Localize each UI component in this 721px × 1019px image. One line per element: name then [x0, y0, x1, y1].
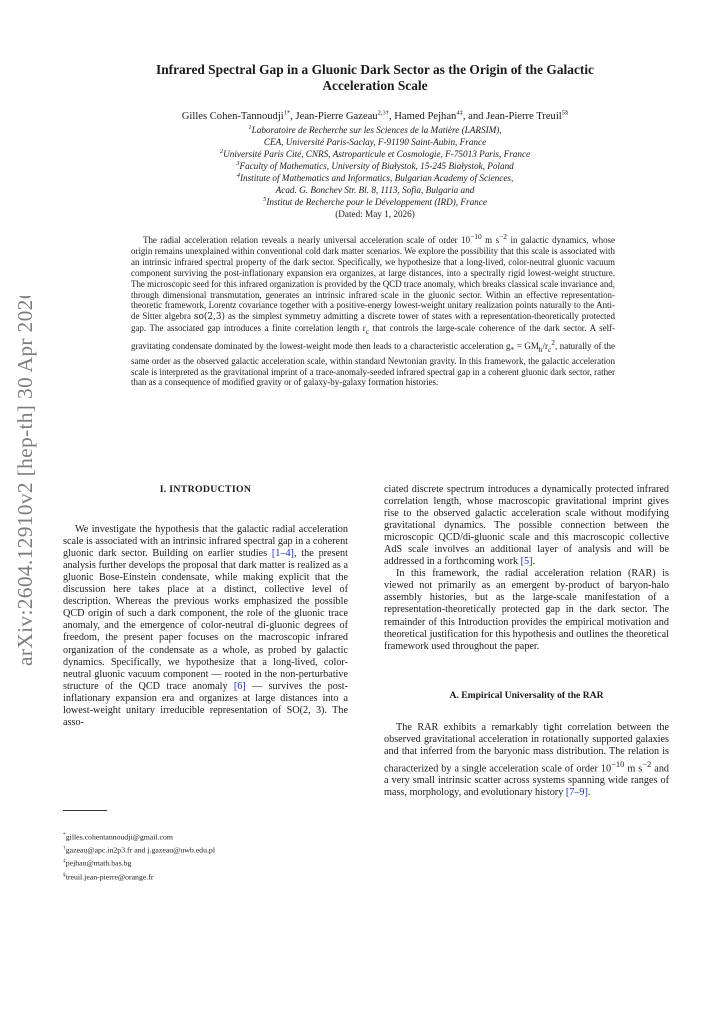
affiliation-5 [80, 196, 670, 208]
author-list [80, 111, 670, 123]
affiliation-mark: 3 [236, 159, 240, 167]
paper-title [80, 62, 670, 94]
footnote [63, 843, 343, 856]
affiliation-line: Université Paris Cité, CNRS, Astroparticule et Cosmologie, F-75013 Paris, France [223, 149, 531, 159]
abstract-text: that controls the large-scale coherence of the dark sector. A self-gravitating condensate dominated by the lowest-weight mode then leads to a characteristic acceleration g [131, 323, 616, 351]
abstract-subscript: c [365, 327, 370, 337]
abstract [131, 232, 615, 388]
body-text: . [532, 556, 536, 568]
abstract-exponent: −2 [499, 232, 508, 241]
author-sep: , [290, 111, 296, 122]
author-mark: 5§ [561, 109, 569, 117]
footnotes [63, 830, 343, 883]
affiliation-2 [80, 148, 670, 160]
abstract-exponent: −10 [470, 232, 482, 241]
abstract-text: /r [542, 340, 548, 351]
author-mark: 1* [283, 109, 291, 117]
footnote-rule [63, 810, 107, 811]
abstract-subscript: c [547, 344, 552, 354]
affiliations [80, 124, 670, 220]
left-column [63, 484, 348, 729]
body-text: m s [624, 763, 643, 775]
footnote-email[interactable]: gazeau@apc.in2p3.fr and j.gazeau@uwb.edu.pl [65, 845, 215, 855]
footnote-mark: § [63, 871, 66, 878]
body-text: ciated discrete spectrum introduces a dynamically protected infrared correlation length, whose macroscopic gravitational imprint gives rise to the observed galactic acceleration scale without modifying gravitational dynamics. The possible connection between the microscopic QCD/di-gluonic scale and this macroscopic collective AdS scale involves an additional layer of analysis and will be addressed in a forthcoming work [384, 484, 669, 568]
affiliation-1-cont: CEA, Université Paris-Saclay, F-91190 Saint-Aubin, France [263, 137, 487, 147]
abstract-text: , naturally of the same order as the observed galactic acceleration scale, within standard Newtonian gravity. In this framework, the galactic acceleration scale is interpreted as the gravitational imprint of a trace-anomaly-seeded infrared spectral gap in a coherent gluonic dark sector, rather than as a consequence of modified gravity or of galaxy-by-galaxy formation histories. [131, 340, 615, 388]
author-name: Jean-Pierre Gazeau [295, 111, 378, 122]
title-line-1: Infrared Spectral Gap in a Gluonic Dark Sector as the Origin of the Galactic [155, 62, 595, 77]
affiliation-mark: 5 [263, 195, 267, 203]
dated-line: (Dated: May 1, 2026) [335, 209, 415, 219]
abstract-subscript: h [538, 344, 543, 354]
affiliation-line: Institute of Mathematics and Informatics, Bulgarian Academy of Sciences, [239, 173, 514, 183]
footnote-mark: ‡ [63, 858, 66, 865]
abstract-superscript: 2 [551, 337, 555, 347]
body-text: and a very small intrinsic scatter across systems spanning wide ranges of mass, morphology, and evolutionary history [384, 763, 670, 799]
body-text: The RAR exhibits a remarkably tight correlation between the observed gravitational acceleration in rotationally supported galaxies and that inferred from the baryonic mass distribution. The relation is characterized by a single acceleration scale of order 10 [384, 721, 669, 775]
footnote-email[interactable]: pejhan@math.bas.bg [65, 858, 132, 868]
spacer [384, 702, 669, 722]
footnote [63, 856, 343, 869]
abstract-algebra: so(2,3) [193, 312, 226, 323]
footnote-email[interactable]: gilles.cohentannoudji@gmail.com [65, 832, 173, 842]
intro-continued [384, 484, 669, 568]
author-name: Gilles Cohen-Tannoudji [181, 111, 284, 122]
abstract-text: The radial acceleration relation reveals a nearly universal acceleration scale of order 10 [143, 234, 471, 245]
title-line-2: Acceleration Scale [322, 78, 428, 93]
body-text: . [587, 787, 591, 799]
abstract-text: = GM [514, 340, 539, 351]
footnote-mark: † [63, 845, 66, 852]
exponent: −10 [611, 758, 625, 769]
subsection-heading: A. Empirical Universality of the RAR [449, 689, 604, 701]
affiliation-1 [80, 124, 670, 136]
footnote [63, 870, 343, 883]
intro-paragraph-2: In this framework, the radial acceleration relation (RAR) is viewed not primarily as an emergent by-product of baryon-halo assembly histories, but as the large-scale manifestation of a representation-theoretically protected gap in the dark sector. The remainder of this Introduction provides the empirical motivation and theoretical justification for this hypothesis and outlines the theoretical framework used throughout the paper. [384, 568, 669, 652]
section-heading: I. INTRODUCTION [159, 484, 252, 495]
citation-link[interactable]: [5] [520, 556, 533, 568]
abstract-text: in galactic dynamics, whose origin remains unexplained within conventional cold dark matter scenarios. We explore the possibility that this scale is associated with an intrinsic infrared spectral property of the dark sector. Specifically, we hypothesize that a long-lived, color-neutral gluonic vacuum component surviving the post-inflationary expansion era organizes, at large distances, into a spectrally rigid lowest-weight structure. The microscopic seed for this infrared organization is provided by the QCD trace anomaly, which breaks classical scale invariance and, through dimensional transmutation, generates an intrinsic infrared scale in the gluonic sector. Within an effective representation-theoretic framework, Lorentz covariance together with a positive-energy lowest-weight unitary realization points naturally to the Anti-de Sitter algebra [131, 234, 615, 322]
affiliation-line: Institut de Recherche pour le Développement (IRD), France [266, 197, 487, 207]
exponent: −2 [642, 758, 652, 769]
author-sep: , and [462, 111, 487, 122]
affiliation-mark: 1 [248, 123, 252, 131]
rar-paragraph [384, 722, 669, 800]
affiliation-3 [80, 160, 670, 172]
citation-link[interactable]: [6] [233, 680, 246, 692]
intro-paragraph [63, 524, 348, 729]
citation-link[interactable]: [7–9] [565, 787, 588, 799]
arxiv-stamp [12, 296, 38, 668]
author-name: Hamed Pejhan [394, 111, 457, 122]
footnote [63, 830, 343, 843]
citation-link[interactable]: [1–4] [271, 548, 294, 560]
affiliation-mark: 4 [236, 171, 240, 179]
abstract-text: m s [481, 234, 500, 245]
spacer [63, 496, 348, 524]
footnote-email[interactable]: treuil.jean-pierre@orange.fr [65, 872, 154, 882]
abstract-subscript: * [510, 344, 515, 354]
author-sep: , [388, 111, 395, 122]
affiliation-mark: 2 [219, 147, 224, 155]
arxiv-stamp-text: arXiv:2604.12910v2 [hep-th] 30 Apr 2026 [13, 296, 37, 666]
footnote-mark: * [63, 832, 66, 838]
right-column [384, 484, 669, 799]
author-mark: 2,3† [377, 109, 389, 117]
body-text: — survives the post-inflationary expansion era and organizes at large distances into a lowest-weight unitary irreducible representation of SO(2, 3). The asso- [63, 680, 349, 728]
body-text: , the present analysis further develops the proposal that dark matter is realized as a gluonic Bose-Einstein condensate, while making explicit that the discussion here takes place at a distinct, collective level of description. Whereas the previous works emphasized the possible QCD origin of such a dark component, the role of the gluonic trace anomaly, and the emergence of color-neutral di-gluonic degrees of freedom, the present paper focuses on the macroscopic infrared organization of the condensate as a whole, as probed by galactic dynamics. Specifically, we hypothesize that a long-lived, color-neutral gluonic vacuum component — rooted in the non-perturbative structure of the QCD trace anomaly [63, 548, 348, 692]
affiliation-4-cont: Acad. G. Bonchev Str. Bl. 8, 1113, Sofia, Bulgaria and [275, 185, 475, 195]
body-text: We investigate the hypothesis that the galactic radial acceleration scale is associated with an intrinsic infrared spectral gap in a coherent gluonic dark sector. Building on earlier studies [63, 524, 348, 560]
affiliation-line: Faculty of Mathematics, University of Białystok, 15-245 Białystok, Poland [239, 161, 514, 171]
affiliation-4 [80, 172, 670, 184]
author-mark: 4‡ [456, 109, 463, 117]
arxiv-stamp-svg [12, 296, 38, 668]
abstract-text: as the simplest symmetry admitting a discrete tower of states with a representation-theoretically protected gap. The associated gap introduces a finite correlation length r [131, 311, 615, 334]
affiliation-line: Laboratoire de Recherche sur les Sciences de la Matière (LARSIM), [251, 125, 502, 135]
spacer [384, 653, 669, 690]
author-name: Jean-Pierre Treuil [486, 111, 562, 122]
